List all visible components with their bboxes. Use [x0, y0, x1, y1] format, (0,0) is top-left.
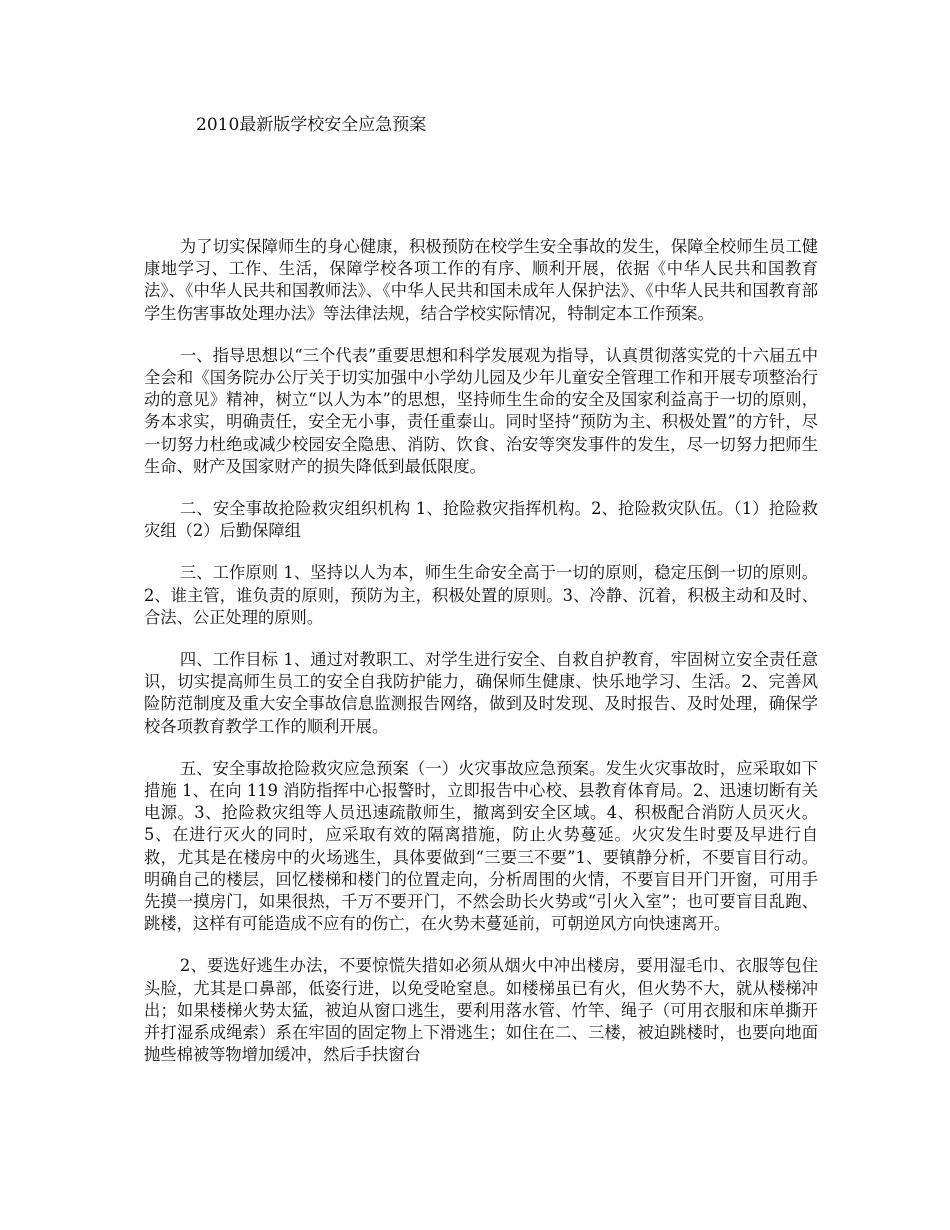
- paragraph-organization: 二、安全事故抢险救灾组织机构 1、抢险救灾指挥机构。2、抢险救灾队伍。（1）抢险救灾组（2）后勤保障组: [144, 499, 818, 541]
- paragraph-guiding-ideology: 一、指导思想以“三个代表”重要思想和科学发展观为指导，认真贯彻落实党的十六届五中全会和《国务院办公厅关于切实加强中小学幼儿园及少年儿童安全管理工作和开展专项整治行动的意见》精神，树立“以人为本”的思想，坚持师生生命的安全及国家利益高于一切的原则，务本求实，明确责任，安全无小事，责任重泰山。同时坚持“预防为主、积极处置”的方针，尽一切努力杜绝或减少校园安全隐患、消防、饮食、治安等突发事件的发生，尽一切努力把师生生命、财产及国家财产的损失降低到最低限度。: [144, 345, 818, 476]
- paragraph-fire-emergency-plan: 五、安全事故抢险救灾应急预案（一）火灾事故应急预案。发生火灾事故时，应采取如下措施 1、在向 119 消防指挥中心报警时，立即报告中心校、县教育体育局。2、迅速切断有关电源。3、抢险救灾组等人员迅速疏散师生，撤离到安全区域。4、积极配合消防人员灭火。5、在进行灭火的同时，应采取有效的隔离措施，防止火势蔓延。火灾发生时要及早进行自救，尤其是在楼房中的火场逃生，具体要做到“三要三不要”1、要镇静分析，不要盲目行动。明确自己的楼层，回忆楼梯和楼门的位置走向，分析周围的火情，不要盲目开门开窗，可用手先摸一摸房门，如果很热，千万不要开门，不然会助长火势或“引火入室”；也可要盲目乱跑、跳楼，这样有可能造成不应有的伤亡，在火势未蔓延前，可朝逆风方向快速离开。: [144, 758, 818, 934]
- document-title: 2010最新版学校安全应急预案: [196, 115, 427, 135]
- paragraph-intro: 为了切实保障师生的身心健康，积极预防在校学生安全事故的发生，保障全校师生员工健康地学习、工作、生活，保障学校各项工作的有序、顺利开展，依据《中华人民共和国教育法》、《中华人民共和国教师法》、《中华人民共和国未成年人保护法》、《中华人民共和国教育部学生伤害事故处理办法》等法律法规，结合学校实际情况，特制定本工作预案。: [144, 237, 818, 323]
- paragraph-work-principles: 三、工作原则 1、坚持以人为本，师生生命安全高于一切的原则，稳定压倒一切的原则。2、谁主管，谁负责的原则，预防为主，积极处置的原则。3、冷静、沉着，积极主动和及时、合法、公正处理的原则。: [144, 563, 818, 627]
- paragraph-work-goals: 四、工作目标 1、通过对教职工、对学生进行安全、自救自护教育，牢固树立安全责任意识，切实提高师生员工的安全自我防护能力，确保师生健康、快乐地学习、生活。2、完善风险防范制度及重大安全事故信息监测报告网络，做到及时发现、及时报告、及时处理，确保学校各项教育教学工作的顺利开展。: [144, 650, 818, 736]
- document-body: [144, 236, 818, 1087]
- paragraph-escape-methods: 2、要选好逃生办法，不要惊慌失措如必须从烟火中冲出楼房，要用湿毛巾、衣服等包住头脸，尤其是口鼻部，低姿行进，以免受呛窒息。如楼梯虽已有火，但火势不大，就从楼梯冲出；如果楼梯火势太猛，被迫从窗口逃生，要利用落水管、竹竿、绳子（可用衣服和床单撕开并打湿系成绳索）系在牢固的固定物上下滑逃生；如住在二、三楼，被迫跳楼时，也要向地面抛些棉被等物增加缓冲，然后手扶窗台: [144, 956, 818, 1065]
